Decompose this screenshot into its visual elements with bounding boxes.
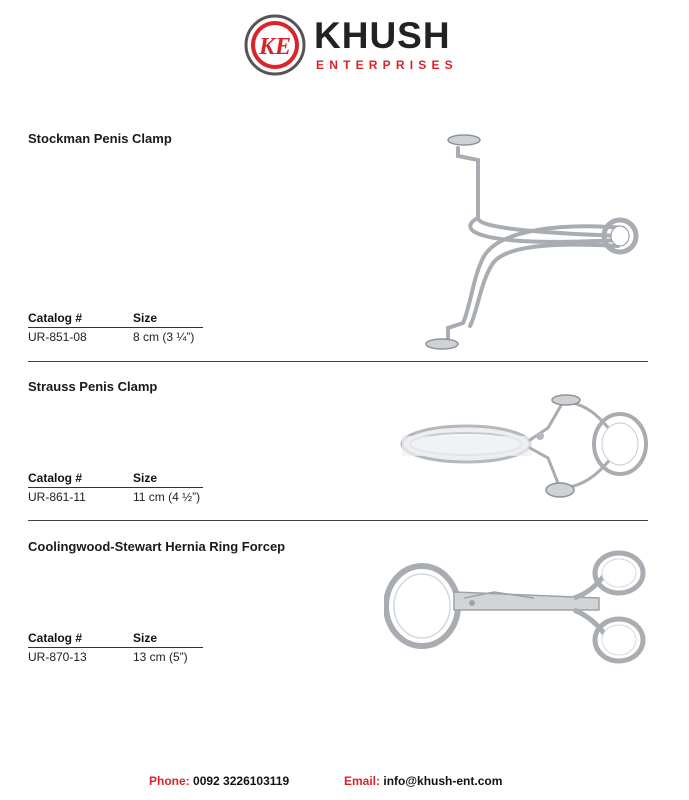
section-divider — [28, 520, 648, 521]
strauss-clamp-illustration — [398, 388, 650, 503]
catalog-row — [28, 490, 203, 506]
brand-subtitle: ENTERPRISES — [316, 58, 458, 72]
catalog-number: UR-870-13 — [28, 650, 87, 664]
product-size: 8 cm (3 ¼”) — [133, 330, 195, 344]
size-header-label: Size — [133, 311, 158, 325]
product-title: Coolingwood-Stewart Hernia Ring Forcep — [28, 539, 286, 554]
svg-text:KE: KE — [258, 34, 292, 60]
phone-label: Phone: — [149, 774, 190, 788]
catalog-table-header — [28, 631, 203, 648]
catalog-header-label: Catalog # — [28, 471, 83, 485]
company-logo — [244, 14, 458, 80]
brand-name: KHUSH — [314, 15, 451, 56]
catalog-table — [28, 631, 203, 666]
product-title: Stockman Penis Clamp — [28, 131, 172, 146]
catalog-row — [28, 650, 203, 666]
logo-mark-icon — [244, 14, 306, 76]
catalog-table-header — [28, 471, 203, 488]
catalog-header-label: Catalog # — [28, 631, 83, 645]
catalog-row — [28, 330, 203, 346]
section-divider — [28, 361, 648, 362]
email-link[interactable]: info@khush-ent.com — [383, 774, 503, 788]
email-label: Email: — [344, 774, 381, 788]
catalog-number: UR-861-11 — [28, 490, 86, 504]
footer-email — [344, 774, 502, 788]
product-size: 11 cm (4 ½”) — [133, 490, 201, 504]
footer-phone — [149, 774, 289, 788]
product-size: 13 cm (5”) — [133, 650, 188, 664]
product-title: Strauss Penis Clamp — [28, 379, 158, 394]
phone-number[interactable]: 0092 3226103119 — [193, 774, 290, 788]
hernia-ring-forcep-illustration — [384, 548, 648, 666]
catalog-table — [28, 311, 203, 346]
catalog-header-label: Catalog # — [28, 311, 83, 325]
stockman-clamp-illustration — [418, 128, 648, 353]
size-header-label: Size — [133, 631, 158, 645]
size-header-label: Size — [133, 471, 158, 485]
catalog-table — [28, 471, 203, 506]
catalog-table-header — [28, 311, 203, 328]
catalog-number: UR-851-08 — [28, 330, 87, 344]
